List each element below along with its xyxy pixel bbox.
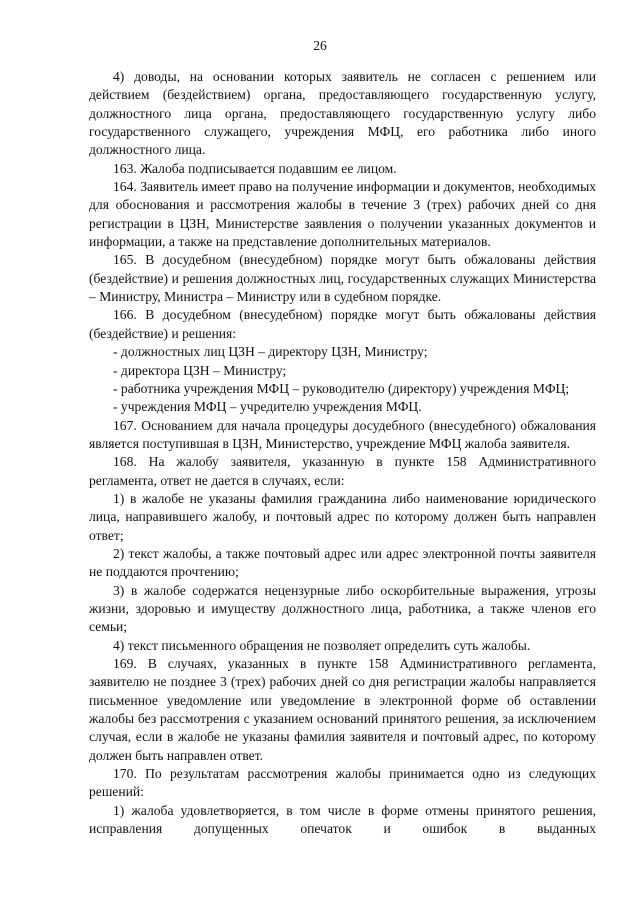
paragraph-168-item-2: 2) текст жалобы, а также почтовый адрес или адрес электронной почты заявителя не поддаются прочтению; [89,545,596,580]
page-number: 26 [313,38,327,53]
document-body [89,68,596,838]
paragraph-168-item-3: 3) в жалобе содержатся нецензурные либо оскорбительные выражения, угрозы жизни, здоровью и имуществу должностного лица, работника, а также членов его семьи; [89,582,596,635]
paragraph-164: 164. Заявитель имеет право на получение информации и документов, необходимых для обоснования и рассмотрения жалобы в течение 3 (трех) рабочих дней со дня регистрации в ЦЗН, Министерстве заявления о получении указанных документов и информации, а также на представление дополнительных материалов. [89,179,596,250]
paragraph-166: 166. В досудебном (внесудебном) порядке могут быть обжалованы действия (бездействие) и решения: [89,307,596,341]
paragraph-169: 169. В случаях, указанных в пункте 158 Административного регламента, заявителю не позднее 3 (трех) рабочих дней со дня регистрации жалобы направляется письменное уведомление или уведомление в электронной форме об оставлении жалобы без рассмотрения с указанием оснований принятого решения, за исключением случая, если в жалобе не указаны фамилия заявителя и почтовый адрес, по которому должен быть направлен ответ. [89,656,596,763]
paragraph-170: 170. По результатам рассмотрения жалобы принимается одно из следующих решений: [89,766,596,800]
paragraph-166-item-1: - должностных лиц ЦЗН – директору ЦЗН, Министру; [113,344,428,360]
paragraph-166-item-2: - директора ЦЗН – Министру; [113,362,287,378]
paragraph-166-item-4: - учреждения МФЦ – учредителю учреждения МФЦ. [113,399,422,415]
paragraph-166-item-3: - работника учреждения МФЦ – руководителю (директору) учреждения МФЦ; [113,380,570,396]
paragraph-168-item-4: 4) текст письменного обращения не позволяет определить суть жалобы. [113,637,531,653]
paragraph-167: 167. Основанием для начала процедуры досудебного (внесудебного) обжалования является поступившая в ЦЗН, Министерство, учреждение МФЦ жалоба заявителя. [89,417,596,451]
paragraph-168: 168. На жалобу заявителя, указанную в пункте 158 Административного регламента, ответ не дается в случаях, если: [89,454,596,488]
paragraph-165: 165. В досудебном (внесудебном) порядке могут быть обжалованы действия (бездействие) и решения должностных лиц, государственных служащих Министерства – Министру, Министра – Министру или в судебном порядке. [89,252,596,305]
paragraph-163: 163. Жалоба подписывается подавшим ее лицом. [113,160,397,176]
paragraph-170-item-1: 1) жалоба удовлетворяется, в том числе в форме отмены принятого решения, исправления допущенных опечаток и ошибок в выданных [89,802,596,837]
paragraph-item-4-arguments: 4) доводы, на основании которых заявитель не согласен с решением или действием (бездействием) органа, предоставляющего государственную услугу, должностного лица органа, предоставляющего государственную услугу либо государственного служащего, учреждения МФЦ, его работника либо иного должностного лица. [89,69,596,158]
paragraph-168-item-1: 1) в жалобе не указаны фамилия гражданина либо наименование юридического лица, направившего жалобу, и почтовый адрес по которому должен быть направлен ответ; [89,490,596,543]
